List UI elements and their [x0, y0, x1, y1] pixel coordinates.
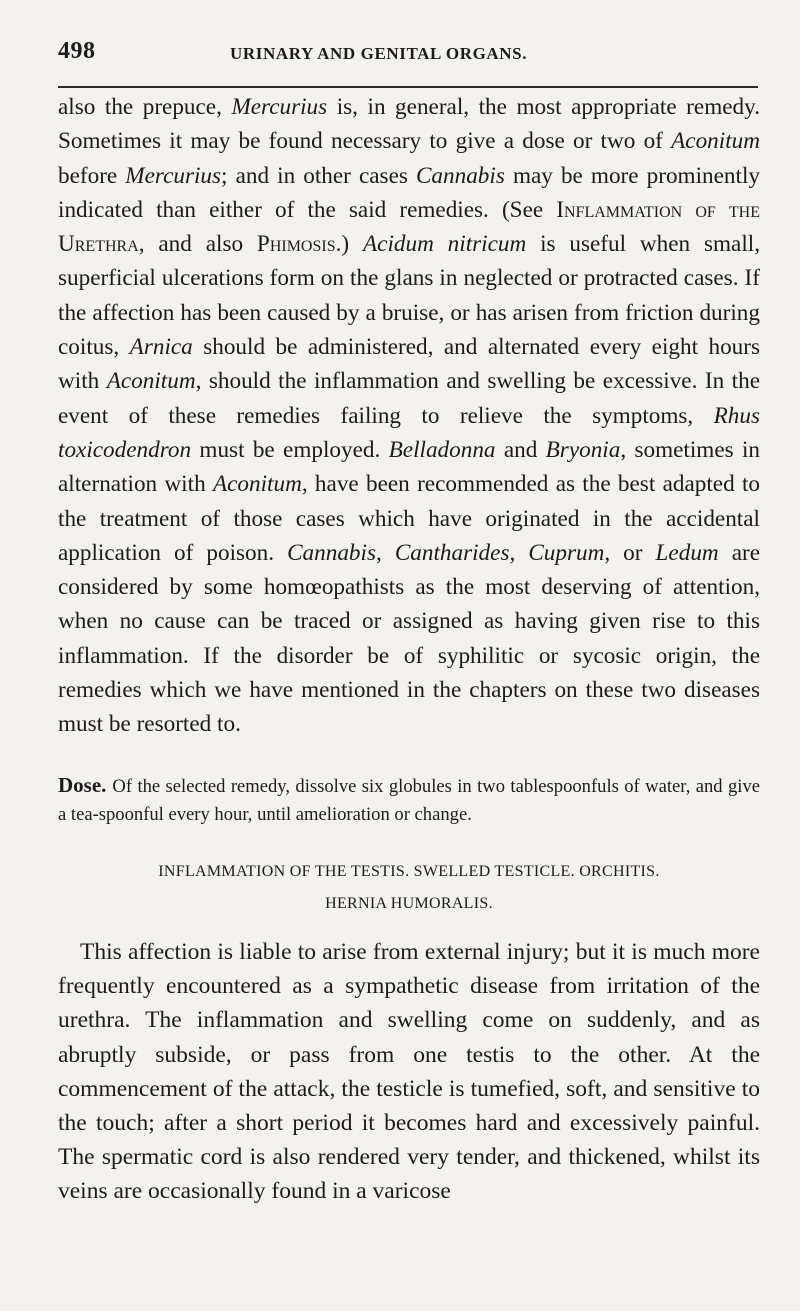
text-run: also the prepuce,: [58, 94, 232, 120]
text-run: ,: [375, 539, 395, 566]
text-run: should be administered, and alternated every eight hours with: [58, 334, 760, 395]
dose-text: Of the selected remedy, dissolve six globules in two tablespoonfuls of water, and give a tea-spoonful every hour, until amelioration or change.: [58, 776, 760, 826]
text-run: may be more prominently indicated than either of the said remedies. (See: [58, 162, 760, 223]
remedy-name: Cannabis: [415, 162, 505, 189]
remedy-name: Bryonia: [545, 436, 621, 463]
text-run: , and also: [138, 231, 257, 258]
remedy-name: Aconitum: [671, 128, 760, 155]
text-run: ,: [509, 539, 529, 566]
dose-note: [58, 771, 760, 829]
cross-reference: Inflammation of the Urethra: [58, 196, 760, 258]
running-head: URINARY AND GENITAL ORGANS.: [230, 44, 528, 63]
section-text: This affection is liable to arise from external injury; but it is much more frequently encountered as a sympathetic disease from irritation of the urethra. The inflammation and swelling come on suddenly, and as abruptly subside, or pass from one testis to the other. At the commencement of the attack, the testicle is tumefied, soft, and sensitive to the touch; after a short period it becomes hard and excessively painful. The spermatic cord is also rendered very tender, and thickened, whilst its veins are occasionally found in a varicose: [58, 939, 760, 1205]
remedy-name: Aconitum: [106, 368, 196, 395]
text-run: and: [495, 436, 546, 463]
text-run: is useful when small, superficial ulcerations form on the glans in neglected or protracted cases. If the affection has been caused by a bruise, or has arisen from friction during coitus,: [58, 231, 760, 361]
remedy-name: Arnica: [129, 334, 193, 361]
remedy-name: Cantharides: [394, 539, 510, 566]
text-run: are considered by some homœopathists as the most deserving of attention, when no cause can be traced or assigned as having given rise to this inflammation. If the disorder be of syphilitic or sycosic origin, the remedies which we have mentioned in the chapters on these two diseases must be resorted to.: [58, 539, 760, 738]
paragraph-text: [58, 90, 760, 742]
remedy-name: Cannabis: [287, 539, 376, 566]
remedy-name: Mercurius: [125, 162, 222, 189]
text-run: ; and in other cases: [221, 162, 416, 189]
text-run: .): [335, 231, 363, 258]
text-run: before: [58, 162, 126, 189]
remedy-name: Mercurius: [231, 94, 328, 120]
body-paragraph: [58, 90, 760, 742]
text-run: , have been recommended as the best adapted to the treatment of those cases which have originated in the accidental application of poison.: [58, 471, 760, 566]
text-run: is, in general, the most appropriate remedy. Sometimes it may be found necessary to give a dose or two of: [58, 94, 760, 155]
text-run: , or: [604, 539, 656, 566]
text-run: must be employed.: [191, 436, 389, 463]
header-rule: [58, 86, 758, 88]
text-run: , sometimes in alternation with: [58, 436, 761, 498]
remedy-name: Rhus toxicodendron: [58, 402, 760, 463]
page-number: 498: [58, 38, 96, 64]
cross-reference: Phimosis: [256, 231, 336, 258]
page-header: [58, 38, 758, 78]
remedy-name: Ledum: [655, 539, 719, 566]
section-paragraph: [58, 935, 760, 1209]
remedy-name: Acidum nitricum: [362, 231, 527, 258]
section-heading-line: HERNIA HUMORALIS.: [325, 895, 493, 912]
remedy-name: Aconitum: [212, 471, 302, 498]
remedy-name: Belladonna: [388, 436, 496, 463]
remedy-name: Cuprum: [528, 539, 605, 566]
section-heading-line: INFLAMMATION OF THE TESTIS. SWELLED TESTICLE. ORCHITIS.: [158, 863, 660, 880]
section-heading: [58, 856, 760, 920]
dose-label: Dose.: [58, 773, 107, 797]
text-run: , should the inflammation and swelling be excessive. In the event of these remedies failing to relieve the symptoms,: [58, 368, 760, 429]
